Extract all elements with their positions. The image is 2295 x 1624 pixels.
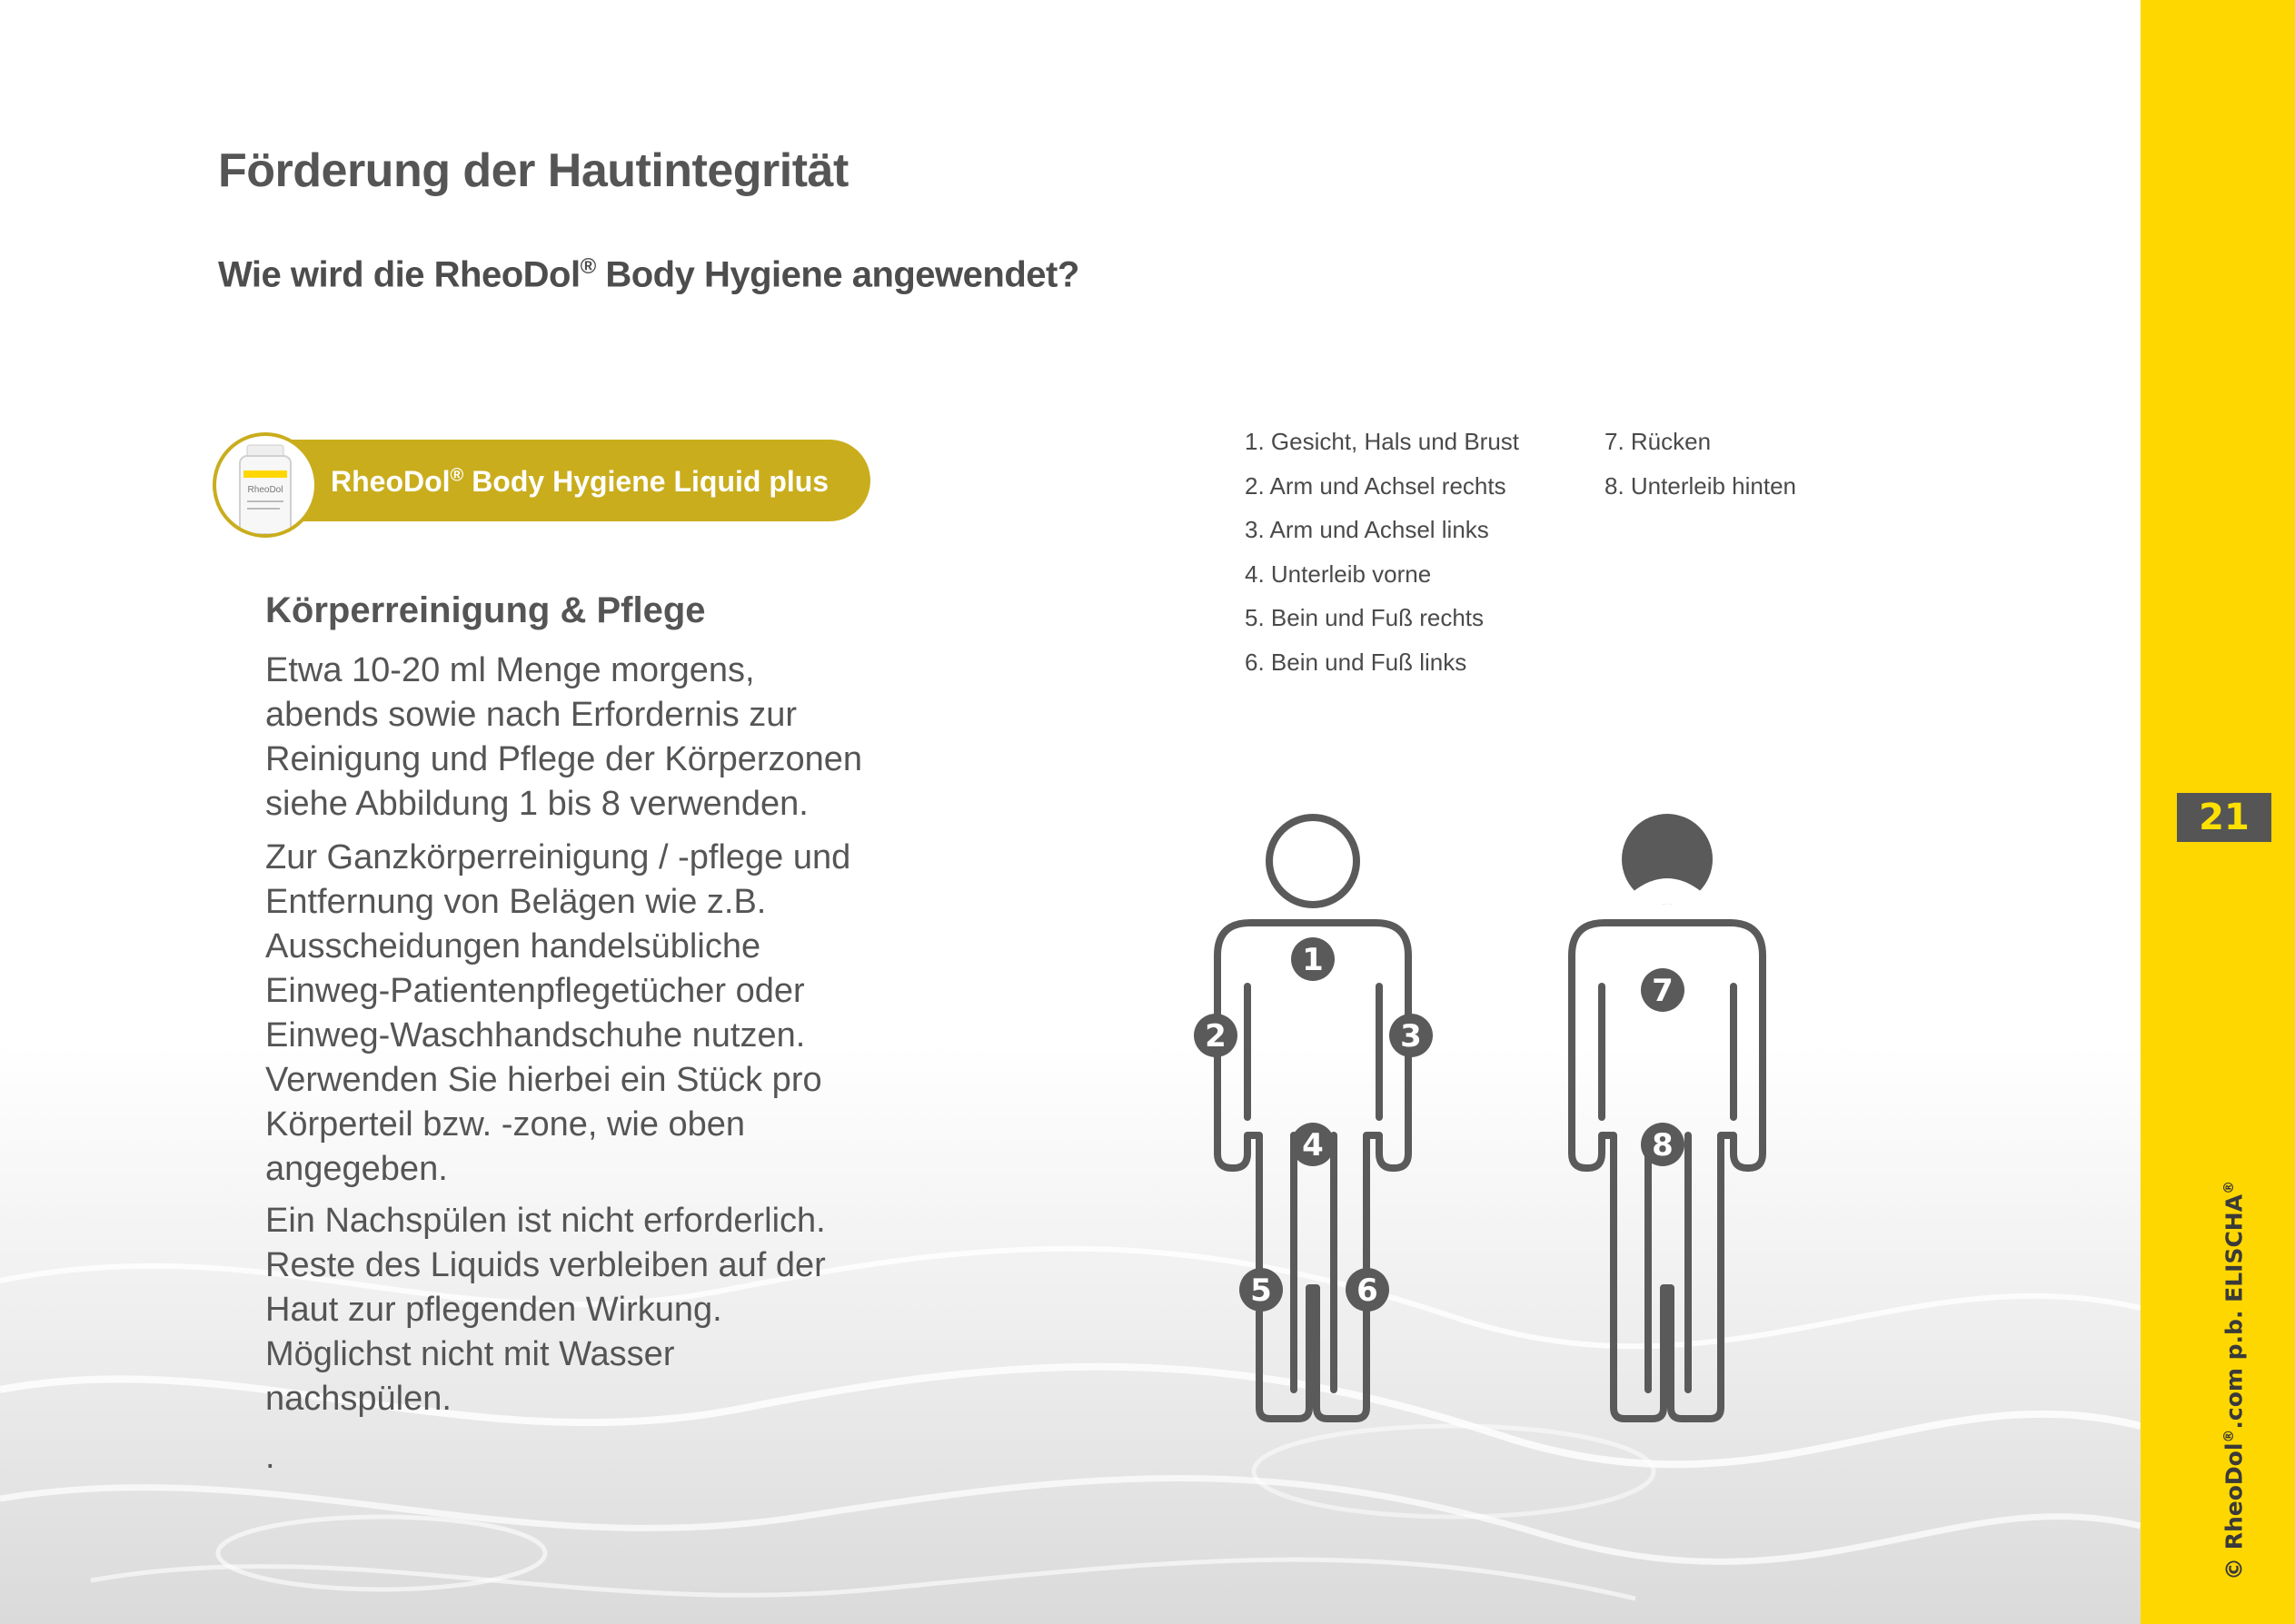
copyright-text: .com p.b. ELISCHA: [2220, 1193, 2248, 1430]
zone-marker-5: [1239, 1268, 1283, 1312]
marker-label-3: 3: [1400, 1018, 1422, 1055]
copyright-registered-mark: ®: [2220, 1429, 2237, 1443]
zone-item: 6. Bein und Fuß links: [1245, 648, 1467, 676]
marker-label-2: 2: [1205, 1018, 1227, 1055]
subtitle-part-2: Body Hygiene angewendet?: [595, 254, 1079, 295]
marker-label-8: 8: [1652, 1127, 1674, 1164]
zone-marker-6: [1346, 1268, 1389, 1312]
bottle-icon: [213, 432, 318, 538]
instruction-paragraph-3: Ein Nachspülen ist nicht erforderlich. Reste des Liquids verbleiben auf der Haut zur pflegenden Wirkung. Möglichst nicht mit Wasser nachspülen.: [265, 1202, 826, 1418]
product-name: [331, 465, 829, 499]
zone-marker-3: [1389, 1014, 1433, 1057]
subtitle-registered-mark: ®: [580, 254, 596, 279]
zone-list-back: [1605, 423, 1796, 511]
marker-label-5: 5: [1250, 1272, 1272, 1309]
marker-label-6: 6: [1356, 1272, 1378, 1309]
trailing-dot: .: [265, 1438, 275, 1476]
subtitle-part-1: Wie wird die RheoDol: [218, 254, 581, 295]
copyright-brand: RheoDol: [2220, 1442, 2248, 1550]
product-name-part-1: RheoDol: [331, 465, 451, 498]
zone-item: 1. Gesicht, Hals und Brust: [1245, 428, 1520, 455]
instruction-paragraph-1: Etwa 10-20 ml Menge morgens, abends sowie nach Erfordernis zur Reinigung und Pflege der Körperzonen siehe Abbildung 1 bis 8 verwenden.: [265, 651, 863, 823]
marker-label-4: 4: [1302, 1127, 1324, 1164]
copyright-symbol: ©: [2220, 1558, 2248, 1580]
front-head-outline: [1269, 817, 1356, 905]
zone-item: 5. Bein und Fuß rechts: [1245, 604, 1485, 631]
body-zone-diagram: [1181, 808, 1799, 1426]
marker-label-7: 7: [1652, 973, 1674, 1009]
zone-item: 8. Unterleib hinten: [1605, 471, 1797, 500]
zone-item: 7. Rücken: [1605, 428, 1712, 455]
marker-label-1: 1: [1302, 942, 1324, 978]
page-number: 21: [2177, 793, 2271, 842]
page-title: Förderung der Hautintegrität: [218, 144, 849, 197]
product-registered-mark: ®: [450, 465, 464, 486]
zone-marker-4: [1291, 1123, 1335, 1166]
zone-list-front: [1245, 423, 1519, 688]
zone-item: 3. Arm und Achsel links: [1245, 516, 1489, 543]
zone-marker-8: [1641, 1123, 1684, 1166]
copyright-registered-mark-2: ®: [2220, 1180, 2237, 1194]
zone-marker-7: [1641, 968, 1684, 1012]
instruction-paragraph-2: Zur Ganzkörperreinigung / -pflege und Entfernung von Belägen wie z.B. Ausscheidungen handelsübliche Einweg-Patientenpflegetücher oder Einweg-Waschhandschuhe nutzen. Verwenden Sie hierbei ein Stück pro Körperteil bzw. -zone, wie oben angegeben.: [265, 838, 851, 1188]
product-name-part-2: Body Hygiene Liquid plus: [463, 465, 830, 498]
zone-item: 2. Arm und Achsel rechts: [1245, 471, 1506, 500]
zone-marker-2: [1194, 1014, 1237, 1057]
page-subtitle: [218, 254, 1079, 295]
zone-marker-1: [1291, 937, 1335, 981]
section-heading: Körperreinigung & Pflege: [265, 590, 706, 630]
zone-item: 4. Unterleib vorne: [1245, 559, 1432, 588]
bottle-label: RheoDol: [247, 485, 283, 495]
copyright-notice: [2220, 1181, 2247, 1580]
